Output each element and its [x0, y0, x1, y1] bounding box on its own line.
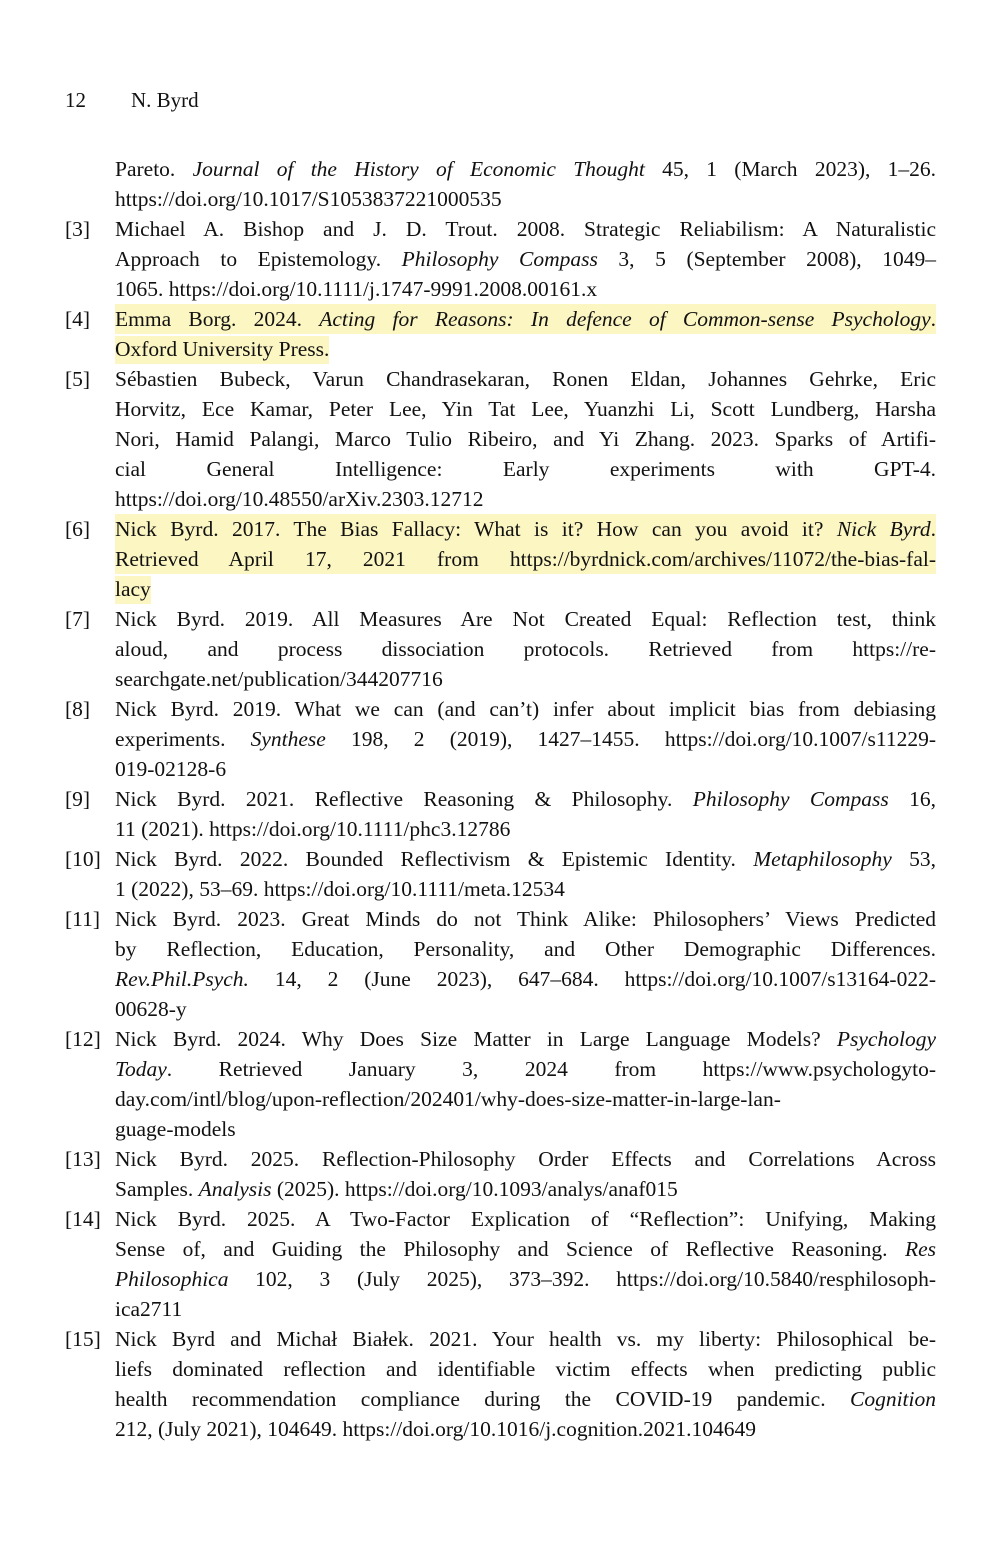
page-number: 12 [65, 88, 86, 112]
reference-line [115, 364, 936, 394]
reference-entry [65, 844, 936, 904]
reference-line [115, 904, 936, 934]
reference-text-segment: Approach to Epistemology. [115, 247, 402, 271]
reference-text [115, 844, 936, 904]
reference-line [115, 1414, 936, 1444]
reference-entry-highlighted [65, 514, 936, 604]
reference-text [115, 604, 936, 694]
reference-text-segment: Retrieved April 17, 2021 from https://byrdnick.com/archives/11072/the-bias-fal- [115, 547, 936, 571]
reference-text-segment: Nick Byrd. 2021. Reflective Reasoning & Philosophy. [115, 787, 693, 811]
reference-text-segment: Sense of, and Guiding the Philosophy and Science of Reflective Reasoning. [115, 1237, 905, 1261]
reference-entry-highlighted [65, 304, 936, 364]
reference-text-segment: Nick Byrd. 2022. Bounded Reflectivism & Epistemic Identity. [115, 847, 754, 871]
reference-number: [12] [65, 1027, 101, 1051]
italic-title-text: Analysis [198, 1177, 272, 1201]
reference-line [115, 1144, 936, 1174]
reference-line [115, 604, 936, 634]
reference-text-segment: by Reflection, Education, Personality, and Other Demographic Differences. [115, 937, 936, 961]
reference-text [115, 1144, 936, 1204]
reference-line [115, 304, 936, 334]
reference-text [115, 214, 936, 304]
reference-line [115, 184, 936, 214]
reference-text-segment: Nick Byrd. 2017. The Bias Fallacy: What is it? How can you avoid it? [115, 517, 837, 541]
reference-text-segment: Nori, Hamid Palangi, Marco Tulio Ribeiro, and Yi Zhang. 2023. Sparks of Artifi- [115, 427, 936, 451]
reference-text-segment: Sébastien Bubeck, Varun Chandrasekaran, Ronen Eldan, Johannes Gehrke, Eric [115, 367, 936, 391]
reference-number: [5] [65, 367, 91, 391]
reference-number: [4] [65, 307, 91, 331]
reference-line [115, 1174, 936, 1204]
reference-text-segment: Nick Byrd. 2019. All Measures Are Not Created Equal: Reflection test, think [115, 607, 936, 631]
reference-line [115, 964, 936, 994]
reference-text-segment: cial General Intelligence: Early experiments with GPT-4. [115, 457, 936, 481]
reference-line [115, 1294, 936, 1324]
reference-line [115, 724, 936, 754]
reference-text-segment: 11 (2021). https://doi.org/10.1111/phc3.12786 [115, 817, 511, 841]
reference-text-segment: Nick Byrd. 2023. Great Minds do not Think Alike: Philosophers’ Views Predicted [115, 907, 936, 931]
reference-text-segment: Pareto. [115, 157, 193, 181]
reference-line [115, 934, 936, 964]
reference-text-segment: 16, [888, 787, 937, 811]
reference-text [115, 1324, 936, 1444]
reference-text-segment: https://doi.org/10.48550/arXiv.2303.12712 [115, 487, 484, 511]
reference-text-segment: . [930, 307, 936, 331]
reference-entry [65, 154, 936, 214]
italic-title-text: Philosophy Compass [401, 247, 598, 271]
reference-text-segment: Nick Byrd and Michał Białek. 2021. Your health vs. my liberty: Philosophical be- [115, 1327, 936, 1351]
reference-text-segment: aloud, and process dissociation protocols. Retrieved from https://re- [115, 637, 936, 661]
reference-text-segment: 00628-y [115, 997, 187, 1021]
reference-text-segment: Nick Byrd. 2024. Why Does Size Matter in Large Language Models? [115, 1027, 837, 1051]
reference-text-segment: 1065. https://doi.org/10.1111/j.1747-9991.2008.00161.x [115, 277, 598, 301]
reference-text [115, 904, 936, 1024]
reference-text-segment: Emma Borg. 2024. [115, 307, 320, 331]
italic-title-text: Journal of the History of Economic Thought [192, 157, 645, 181]
reference-line [115, 514, 936, 544]
highlight-mark [115, 544, 936, 574]
reference-line [115, 814, 936, 844]
reference-text-segment: Samples. [115, 1177, 199, 1201]
reference-text-segment: 3, 5 (September 2008), 1049– [597, 247, 936, 271]
reference-number: [8] [65, 697, 91, 721]
reference-text [115, 154, 936, 214]
reference-line [115, 1384, 936, 1414]
reference-text-segment: 019-02128-6 [115, 757, 227, 781]
italic-title-text: Synthese [250, 727, 326, 751]
reference-text [115, 1204, 936, 1324]
reference-line [115, 994, 936, 1024]
reference-list [65, 154, 936, 1444]
italic-title-text: Today [115, 1057, 167, 1081]
reference-text-segment: lacy [115, 577, 151, 601]
reference-text-segment: day.com/intl/blog/upon-reflection/202401/why-does-size-matter-in-large-lan- [115, 1087, 781, 1111]
reference-line [115, 1204, 936, 1234]
reference-text-segment: 14, 2 (June 2023), 647–684. https://doi.org/10.1007/s13164-022- [248, 967, 936, 991]
reference-number: [3] [65, 217, 91, 241]
reference-number: [6] [65, 517, 91, 541]
reference-entry [65, 784, 936, 844]
reference-text-segment: https://doi.org/10.1017/S1053837221000535 [115, 187, 502, 211]
reference-text-segment: health recommendation compliance during the COVID-19 pandemic. [115, 1387, 850, 1411]
reference-entry [65, 1144, 936, 1204]
reference-line [115, 1054, 936, 1084]
reference-text-segment: ica2711 [115, 1297, 183, 1321]
reference-entry [65, 1324, 936, 1444]
italic-title-text: Philosophica [115, 1267, 229, 1291]
reference-line [115, 274, 936, 304]
italic-title-text: Metaphilosophy [753, 847, 892, 871]
reference-text-segment: Nick Byrd. 2025. A Two-Factor Explication of “Reflection”: Unifying, Making [115, 1207, 936, 1231]
reference-line [115, 1024, 936, 1054]
reference-number: [15] [65, 1327, 101, 1351]
reference-line [115, 214, 936, 244]
reference-text-segment: (2025). https://doi.org/10.1093/analys/anaf015 [271, 1177, 678, 1201]
reference-line [115, 244, 936, 274]
reference-line [115, 544, 936, 574]
reference-text-segment: searchgate.net/publication/344207716 [115, 667, 443, 691]
reference-line [115, 784, 936, 814]
reference-text-segment: experiments. [115, 727, 251, 751]
reference-number: [7] [65, 607, 91, 631]
reference-entry [65, 1204, 936, 1324]
reference-line [115, 1324, 936, 1354]
reference-text [115, 514, 936, 604]
reference-text [115, 784, 936, 844]
reference-line [115, 1084, 936, 1114]
page-header [65, 86, 199, 114]
reference-entry [65, 1024, 936, 1144]
reference-text-segment: 1 (2022), 53–69. https://doi.org/10.1111/meta.12534 [115, 877, 565, 901]
reference-text-segment: . Retrieved January 3, 2024 from https://www.psychologyto- [166, 1057, 936, 1081]
reference-line [115, 874, 936, 904]
reference-number: [10] [65, 847, 101, 871]
reference-text [115, 364, 936, 514]
reference-line [115, 1354, 936, 1384]
reference-number: [14] [65, 1207, 101, 1231]
italic-title-text: Psychology [836, 1027, 936, 1051]
reference-entry [65, 904, 936, 1024]
reference-text-segment: Michael A. Bishop and J. D. Trout. 2008. Strategic Reliabilism: A Naturalistic [115, 217, 936, 241]
highlight-mark [115, 304, 936, 334]
italic-title-text: Acting for Reasons: In defence of Common-sense Psychology [319, 307, 931, 331]
reference-line [115, 484, 936, 514]
highlight-mark [115, 336, 329, 364]
reference-line [115, 1114, 936, 1144]
reference-text-segment: Horvitz, Ece Kamar, Peter Lee, Yin Tat Lee, Yuanzhi Li, Scott Lundberg, Harsha [115, 397, 936, 421]
italic-title-text: Rev.Phil.Psych. [115, 967, 249, 991]
reference-line [115, 634, 936, 664]
reference-text-segment: 198, 2 (2019), 1427–1455. https://doi.org/10.1007/s11229- [325, 727, 936, 751]
reference-entry [65, 214, 936, 304]
reference-line [115, 664, 936, 694]
reference-text-segment: . [930, 517, 936, 541]
highlight-mark [115, 514, 936, 544]
reference-line [115, 334, 936, 364]
italic-title-text: Res [904, 1237, 936, 1261]
reference-number: [13] [65, 1147, 101, 1171]
reference-text-segment: guage-models [115, 1117, 236, 1141]
italic-title-text: Philosophy Compass [692, 787, 889, 811]
reference-entry [65, 694, 936, 784]
reference-entry [65, 364, 936, 514]
reference-line [115, 1264, 936, 1294]
reference-line [115, 454, 936, 484]
reference-text-segment: 45, 1 (March 2023), 1–26. [644, 157, 936, 181]
italic-title-text: Nick Byrd [836, 517, 931, 541]
reference-text-segment: Oxford University Press. [115, 337, 330, 361]
reference-line [115, 844, 936, 874]
reference-line [115, 694, 936, 724]
reference-line [115, 424, 936, 454]
reference-number: [9] [65, 787, 91, 811]
reference-line [115, 754, 936, 784]
reference-text-segment: liefs dominated reflection and identifiable victim effects when predicting public [115, 1357, 936, 1381]
reference-text [115, 694, 936, 784]
reference-text-segment: Nick Byrd. 2025. Reflection-Philosophy Order Effects and Correlations Across [115, 1147, 936, 1171]
reference-line [115, 1234, 936, 1264]
reference-line [115, 574, 936, 604]
reference-entry [65, 604, 936, 694]
reference-text [115, 304, 936, 364]
reference-text-segment: 53, [891, 847, 937, 871]
italic-title-text: Cognition [849, 1387, 936, 1411]
reference-text [115, 1024, 936, 1144]
reference-line [115, 154, 936, 184]
highlight-mark [115, 576, 151, 604]
reference-line [115, 394, 936, 424]
reference-text-segment: 102, 3 (July 2025), 373–392. https://doi.org/10.5840/resphilosoph- [228, 1267, 936, 1291]
reference-text-segment: Nick Byrd. 2019. What we can (and can’t) infer about implicit bias from debiasing [115, 697, 936, 721]
reference-text-segment: 212, (July 2021), 104649. https://doi.org/10.1016/j.cognition.2021.104649 [115, 1417, 757, 1441]
running-head: N. Byrd [131, 88, 199, 112]
reference-number: [11] [65, 907, 101, 931]
